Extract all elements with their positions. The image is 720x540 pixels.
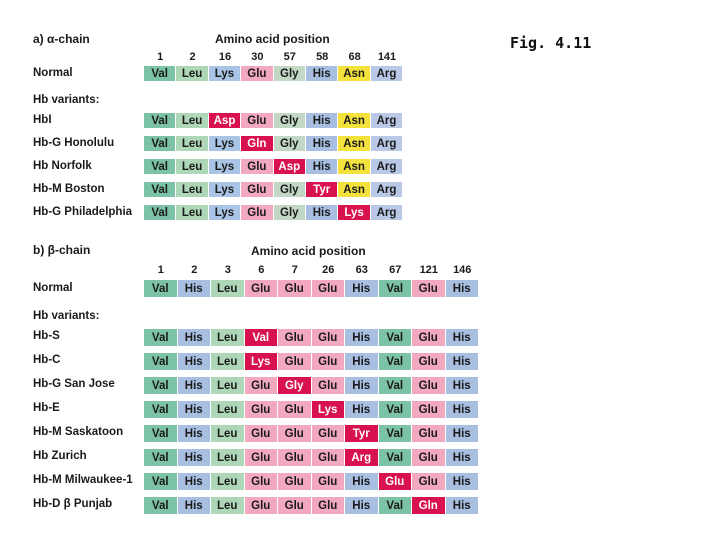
residue-cell: Leu — [211, 280, 245, 297]
residue-cell: Glu — [312, 280, 346, 297]
residue-cell: Leu — [176, 159, 208, 174]
residue-cell: Val — [379, 497, 413, 514]
residue-cell: Glu — [412, 401, 446, 418]
residue-cell: His — [178, 425, 212, 442]
alpha-axis-title: Amino acid position — [215, 32, 330, 46]
residue-cell: Lys — [209, 205, 241, 220]
residue-cell: Val — [379, 401, 413, 418]
residue-cell: His — [345, 280, 379, 297]
residue-cell: Glu — [245, 377, 279, 394]
variant-label: Hb-E — [33, 402, 60, 414]
residue-cell: Lys — [209, 136, 241, 151]
residue-cell: His — [306, 159, 338, 174]
residue-cell: Leu — [176, 113, 208, 128]
residue-cell: Val — [144, 182, 176, 197]
residue-cell: Glu — [278, 329, 312, 346]
residue-cell: Glu — [312, 425, 346, 442]
residue-cell: Val — [144, 377, 178, 394]
residue-cell: His — [178, 377, 212, 394]
position-number: 141 — [377, 51, 397, 63]
variant-label: Hb-M Boston — [33, 183, 105, 195]
residue-cell: His — [446, 377, 480, 394]
residue-cell: Glu — [241, 113, 273, 128]
residue-cell: His — [178, 280, 212, 297]
residue-cell: Glu — [245, 473, 279, 490]
alpha-title-letter: a) — [33, 32, 44, 46]
variant-label: Hb-G Philadelphia — [33, 206, 133, 218]
residue-cell: Val — [144, 113, 176, 128]
residue-cell: Leu — [211, 353, 245, 370]
residue-cell: Glu — [312, 473, 346, 490]
residue-cell: Arg — [371, 205, 403, 220]
residue-cell: Val — [144, 159, 176, 174]
position-number: 2 — [191, 264, 198, 276]
residue-cell: Glu — [278, 473, 312, 490]
residue-cell: Val — [144, 497, 178, 514]
residue-cell: His — [306, 136, 338, 151]
residue-cell: Val — [144, 401, 178, 418]
residue-cell: Glu — [278, 401, 312, 418]
position-number: 3 — [224, 264, 231, 276]
residue-cell: Gln — [412, 497, 446, 514]
variant-label: Hb Norfolk — [33, 160, 92, 172]
position-number: 63 — [355, 264, 368, 276]
residue-cell: Glu — [412, 280, 446, 297]
residue-cell: Glu — [245, 401, 279, 418]
residue-cell: Gly — [274, 136, 306, 151]
residue-cell: His — [345, 329, 379, 346]
residue-cell: Glu — [278, 280, 312, 297]
residue-cell: Glu — [312, 497, 346, 514]
residue-cell: His — [306, 205, 338, 220]
position-number: 2 — [189, 51, 196, 63]
variant-label: Hb-G Honolulu — [33, 137, 115, 149]
residue-cell: His — [446, 280, 480, 297]
residue-cell: His — [306, 66, 338, 81]
residue-cell: Val — [379, 329, 413, 346]
variant-label: Hb-C — [33, 354, 61, 366]
residue-cell: Leu — [176, 182, 208, 197]
residue-cell: Leu — [211, 425, 245, 442]
residue-cell: Leu — [211, 497, 245, 514]
position-number: 1 — [157, 264, 164, 276]
residue-cell: Val — [144, 449, 178, 466]
position-number: 30 — [251, 51, 264, 63]
position-number: 6 — [258, 264, 265, 276]
residue-cell: Val — [144, 329, 178, 346]
residue-cell: Asp — [209, 113, 241, 128]
residue-cell: His — [446, 449, 480, 466]
position-number: 146 — [453, 264, 472, 276]
residue-cell: Arg — [371, 159, 403, 174]
residue-cell: Val — [245, 329, 279, 346]
residue-cell: His — [446, 497, 480, 514]
residue-cell: Val — [379, 425, 413, 442]
residue-cell: Gly — [274, 113, 306, 128]
residue-cell: Glu — [245, 425, 279, 442]
residue-cell: Glu — [245, 280, 279, 297]
residue-cell: His — [345, 353, 379, 370]
residue-cell: Val — [144, 280, 178, 297]
residue-cell: Tyr — [345, 425, 379, 442]
residue-cell: Glu — [278, 497, 312, 514]
alpha-normal-label: Normal — [33, 67, 73, 79]
residue-cell: Val — [144, 425, 178, 442]
variant-label: Hb-D β Punjab — [33, 498, 113, 510]
residue-cell: Leu — [211, 449, 245, 466]
residue-cell: His — [446, 401, 480, 418]
residue-cell: Leu — [211, 377, 245, 394]
residue-cell: Lys — [338, 205, 370, 220]
alpha-title-suffix: -chain — [54, 32, 90, 46]
position-number: 1 — [157, 51, 164, 63]
residue-cell: Val — [379, 377, 413, 394]
beta-title-letter: b) — [33, 243, 45, 257]
residue-cell: Glu — [412, 425, 446, 442]
residue-cell: His — [345, 473, 379, 490]
residue-cell: Gly — [278, 377, 312, 394]
residue-cell: Leu — [176, 66, 208, 81]
beta-axis-title: Amino acid position — [251, 244, 366, 258]
residue-cell: His — [306, 113, 338, 128]
figure-label: Fig. 4.11 — [510, 34, 592, 52]
position-number: 16 — [218, 51, 232, 63]
residue-cell: His — [178, 449, 212, 466]
residue-cell: Arg — [371, 136, 403, 151]
variant-label: Hb-M Saskatoon — [33, 426, 124, 438]
residue-cell: Arg — [345, 449, 379, 466]
alpha-title — [33, 32, 90, 46]
residue-cell: His — [446, 353, 480, 370]
residue-cell: Glu — [278, 353, 312, 370]
variant-label: Hb-M Milwaukee-1 — [33, 474, 133, 486]
residue-cell: His — [178, 329, 212, 346]
position-number: 57 — [283, 51, 296, 63]
alpha-variants-heading: Hb variants: — [33, 94, 100, 106]
residue-cell: Leu — [176, 205, 208, 220]
residue-cell: Glu — [241, 182, 273, 197]
residue-cell: Leu — [211, 401, 245, 418]
alpha-title-symbol: α — [47, 32, 55, 46]
residue-cell: Val — [144, 353, 178, 370]
residue-cell: Val — [144, 473, 178, 490]
residue-cell: Val — [144, 66, 176, 81]
residue-cell: Lys — [209, 66, 241, 81]
residue-cell: Asn — [338, 113, 370, 128]
residue-cell: Arg — [371, 113, 403, 128]
residue-cell: Gly — [274, 205, 306, 220]
residue-cell: Glu — [379, 473, 413, 490]
residue-cell: Glu — [278, 449, 312, 466]
residue-cell: Glu — [412, 449, 446, 466]
residue-cell: Glu — [312, 377, 346, 394]
residue-cell: Leu — [211, 473, 245, 490]
residue-cell: His — [345, 401, 379, 418]
residue-cell: Asn — [338, 66, 370, 81]
residue-cell: His — [178, 353, 212, 370]
residue-cell: Lys — [312, 401, 346, 418]
position-number: 7 — [291, 264, 298, 276]
residue-cell: Gly — [274, 182, 306, 197]
residue-cell: Glu — [312, 353, 346, 370]
residue-cell: Glu — [412, 473, 446, 490]
beta-title-suffix: -chain — [55, 243, 91, 257]
residue-cell: Val — [144, 136, 176, 151]
residue-cell: Asn — [338, 159, 370, 174]
residue-cell: Glu — [245, 449, 279, 466]
position-number: 121 — [419, 264, 438, 276]
residue-cell: Asn — [338, 182, 370, 197]
variant-label: Hb-S — [33, 330, 60, 342]
residue-cell: Glu — [245, 497, 279, 514]
residue-cell: His — [446, 425, 480, 442]
residue-cell: Glu — [278, 425, 312, 442]
variant-label: HbI — [33, 114, 52, 126]
residue-cell: His — [178, 497, 212, 514]
residue-cell: Glu — [241, 66, 273, 81]
residue-cell: Tyr — [306, 182, 338, 197]
variant-label: Hb-G San Jose — [33, 378, 115, 390]
position-number: 68 — [348, 51, 361, 63]
residue-cell: Leu — [211, 329, 245, 346]
residue-cell: His — [446, 473, 480, 490]
residue-cell: Glu — [412, 377, 446, 394]
residue-cell: Glu — [412, 329, 446, 346]
position-number: 67 — [389, 264, 402, 276]
residue-cell: Lys — [209, 159, 241, 174]
residue-cell: Arg — [371, 66, 403, 81]
residue-cell: His — [178, 473, 212, 490]
beta-title — [33, 243, 90, 257]
variant-label: Hb Zurich — [33, 450, 87, 462]
residue-cell: Glu — [312, 329, 346, 346]
residue-cell: Val — [144, 205, 176, 220]
residue-cell: Arg — [371, 182, 403, 197]
residue-cell: Gln — [241, 136, 273, 151]
residue-cell: Glu — [412, 353, 446, 370]
residue-cell: Lys — [209, 182, 241, 197]
position-number: 58 — [316, 51, 329, 63]
beta-variants-heading: Hb variants: — [33, 310, 100, 322]
residue-cell: Val — [379, 353, 413, 370]
position-number: 26 — [322, 264, 335, 276]
beta-normal-label: Normal — [33, 282, 73, 294]
residue-cell: His — [345, 377, 379, 394]
residue-cell: Asp — [274, 159, 306, 174]
residue-cell: Asn — [338, 136, 370, 151]
beta-title-symbol: β — [47, 243, 55, 257]
residue-cell: Glu — [241, 159, 273, 174]
residue-cell: Gly — [274, 66, 306, 81]
residue-cell: Val — [379, 280, 413, 297]
residue-cell: His — [345, 497, 379, 514]
residue-cell: Leu — [176, 136, 208, 151]
residue-cell: His — [178, 401, 212, 418]
residue-cell: Lys — [245, 353, 279, 370]
residue-cell: Val — [379, 449, 413, 466]
residue-cell: His — [446, 329, 480, 346]
residue-cell: Glu — [241, 205, 273, 220]
residue-cell: Glu — [312, 449, 346, 466]
